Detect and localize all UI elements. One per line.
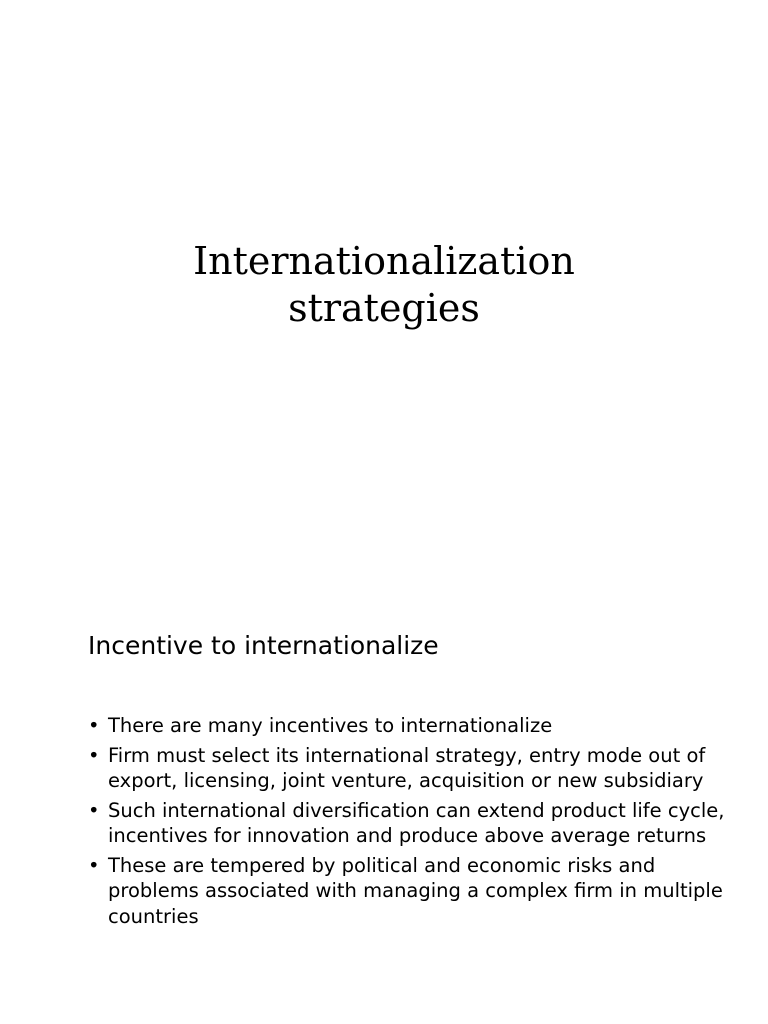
list-item-text: These are tempered by political and economic risks and problems associated with managing a complex firm in multiple countries xyxy=(108,853,723,928)
title-line-2: strategies xyxy=(288,286,480,330)
list-item-text: Firm must select its international strategy, entry mode out of export, licensing, joint venture, acquisition or new subsidiary xyxy=(108,743,706,792)
list-item xyxy=(88,713,728,739)
page-title xyxy=(0,238,768,332)
bullet-icon: • xyxy=(88,798,100,822)
list-item-text: Such international diversification can extend product life cycle, incentives for innovation and produce above average returns xyxy=(108,798,725,847)
list-item xyxy=(88,853,728,930)
list-item-text: There are many incentives to internationalize xyxy=(108,714,553,737)
bullet-icon: • xyxy=(88,853,100,877)
bullet-icon: • xyxy=(88,714,100,737)
list-item xyxy=(88,743,728,794)
bullet-list xyxy=(88,713,728,933)
title-line-1: Internationalization xyxy=(193,239,575,283)
list-item xyxy=(88,798,728,849)
section-heading: Incentive to internationalize xyxy=(88,631,439,660)
bullet-icon: • xyxy=(88,743,100,767)
